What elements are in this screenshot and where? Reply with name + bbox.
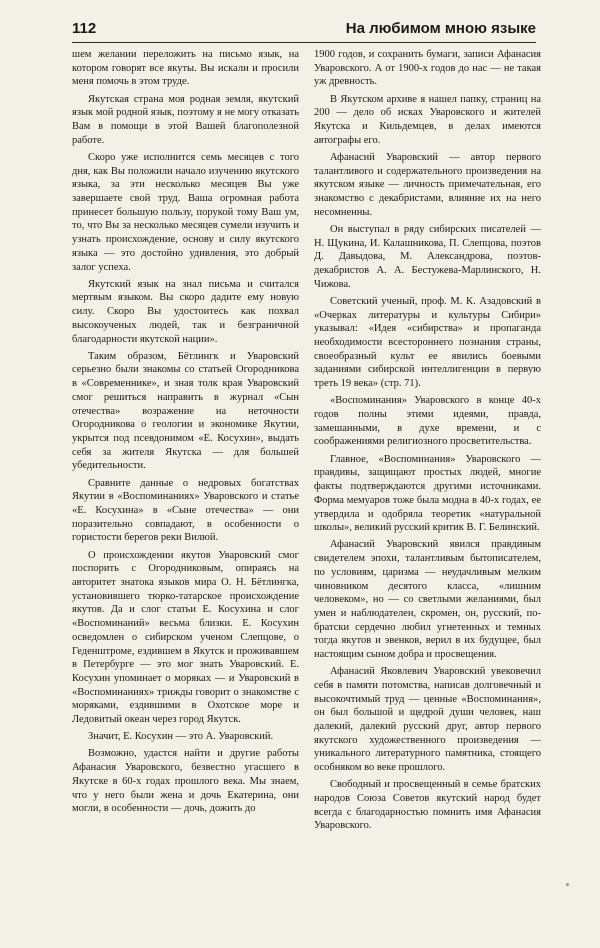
paragraph: Афанасий Уваровский — автор первого талантливого и содержательного произведения на якутском языке — личность примечательная, его знакомство с декабристами, влияние их на него несомненны. [314,151,541,218]
paragraph: О происхождении якутов Уваровский смог поспорить с Огородниковым, опираясь на авторитет знатока языков мира О. Н. Бётлингка, установившего тюрко-татарское происхождение якутов. Да и слог статьи Е. Косухина и слог «Воспоминаний» весьма близки. Е. Косухин осведомлен о сибирском ученом Слепцове, о Геденштроме, ездившем в Якутск и проживавшем в Петербурге — это мог знать Уваровский. Е. Косухин упоминает о моряках — и Уваровский в «Воспоминаниях» трижды говорит о знакомстве с моряками, ездившими в Охотское море и Ледовитый океан через город Якутск. [72,549,299,726]
paragraph: шем желании переложить на письмо язык, на котором говорят все якуты. Вы искали и просили меня помочь в этом труде. [72,49,299,88]
paragraph: Советский ученый, проф. М. К. Азадовский в «Очерках литературы и культуры Сибири» указывал: «Идея «сибирства» и пропаганда необходимости всестороннего познания страны, своеобразный культ ее явились боевыми заданиями сибирской интеллигенции в первую треть 19 века» (стр. 71). [314,295,541,390]
paragraph: Он выступал в ряду сибирских писателей — Н. Щукина, И. Калашникова, П. Слепцова, поэтов Д. Давыдова, М. Александрова, поэтов-декабристов А. А. Бестужева-Марлинского, Н. Чижова. [314,223,541,290]
paragraph: Значит, Е. Косухин — это А. Уваровский. [88,731,274,743]
paragraph: Возможно, удастся найти и другие работы Афанасия Уваровского, безвестно угасшего в Якутске в 60-х годах прошлого века. Мы знаем, что у него были жена и дочь Екатерина, они могли, в особенности — дочь, дожить до [72,748,299,815]
paragraph: Афанасий Яковлевич Уваровский увековечил себя в памяти потомства, написав долговечный и высокочтимый труд — ценные «Воспоминания», он был большой и щедрой души человек, наш далекий, далекий русский друг, автор первого якутского художественного произведения — уникального литературного памятника, стоящего особняком во веке прошлого. [314,666,541,774]
paragraph: Скоро уже исполнится семь месяцев с того дня, как Вы положили начало изучению якутского языка, за эти несколько месяцев Вы уже завершаете свой труд. Ваша огромная работа принесет большую пользу, порукой тому Ваш ум, то, что Вы за несколько месяцев сумели изучить и узнать происхождение, основу и силу якутского языка — это достойно удивления, это добрый залог успеха. [72,151,299,273]
paragraph: Афанасий Уваровский явился правдивым свидетелем эпохи, талантливым бытописателем, по условиям, царизма — неудачливым мелким чиновником десятого класса, «лишним человеком», но — со светлыми желаниями, был умен и наблюдателен, скромен, он, русский, по-братски сердечно любил угнетенных и темных тогда якутов и эвенков, верил в их будущее, был настоящим сыном добра и просвещения. [314,539,541,661]
paragraph: Якутский язык на знал письма и считался мертвым языком. Вы скоро дадите ему новую силу. Скоро Вы удостоитесь как похвал высокоученых людей, так и безграничной благодарности якутской нации». [72,278,299,345]
paragraph: Якутская страна моя родная земля, якутский язык мой родной язык, поэтому я не могу отказать Вам в помощи в этой Вашей благополезной работе. [72,93,299,146]
paragraph: В Якутском архиве я нашел папку, страниц на 200 — дело об исках Уваровского и жителей Якутска и Кильдемцев, в делах имеются автографы его. [314,93,541,146]
paragraph: «Воспоминания» Уваровского в конце 40-х годов полны этими идеями, правда, замешанными, в духе времени, и с соображениями религиозного просветительства. [314,395,541,448]
paragraph: Свободный и просвещенный в семье братских народов Союза Советов якутский народ будет всегда с благодарностью помнить имя Афанасия Уваровского. [314,779,541,832]
page-number: 112 [72,20,97,37]
left-text-column [72,48,299,819]
paragraph: 1900 годов, и сохранить бумаги, записи Афанасия Уваровского. А от 1900-х годов до нас — не такая уж древность. [314,49,541,88]
right-text-column [314,48,541,837]
print-speck [566,883,569,886]
paragraph: Таким образом, Бётлингк и Уваровский серьезно были знакомы со статьей Огородникова в «Современнике», и зная толк края Уваровский смог решиться направить в журнал «Сын отечества» возражение на неточности Огородникова о геологии и экономике Якутии, укрытся под псевдонимом «Е. Косухин», выдать себя за жителя Якутска — для большей убедительности. [72,350,299,472]
paragraph: Главное, «Воспоминания» Уваровского — правдивы, защищают простых людей, многие факты подтверждаются другими источниками. Форма мемуаров тоже была модна в 40-х годах, ее утвердила и одобряла теоретик «натуральной школы», великий русский критик В. Г. Белинский. [314,453,541,534]
paragraph: Сравните данные о недровых богатствах Якутии в «Воспоминаниях» Уваровского и статье «Е. Косухина» в «Сыне отечества» — они поразительно совпадают, в особенности о гористости берегов реки Вилюй. [72,477,299,544]
running-title: На любимом мною языке [345,20,536,37]
page-header [72,20,536,43]
